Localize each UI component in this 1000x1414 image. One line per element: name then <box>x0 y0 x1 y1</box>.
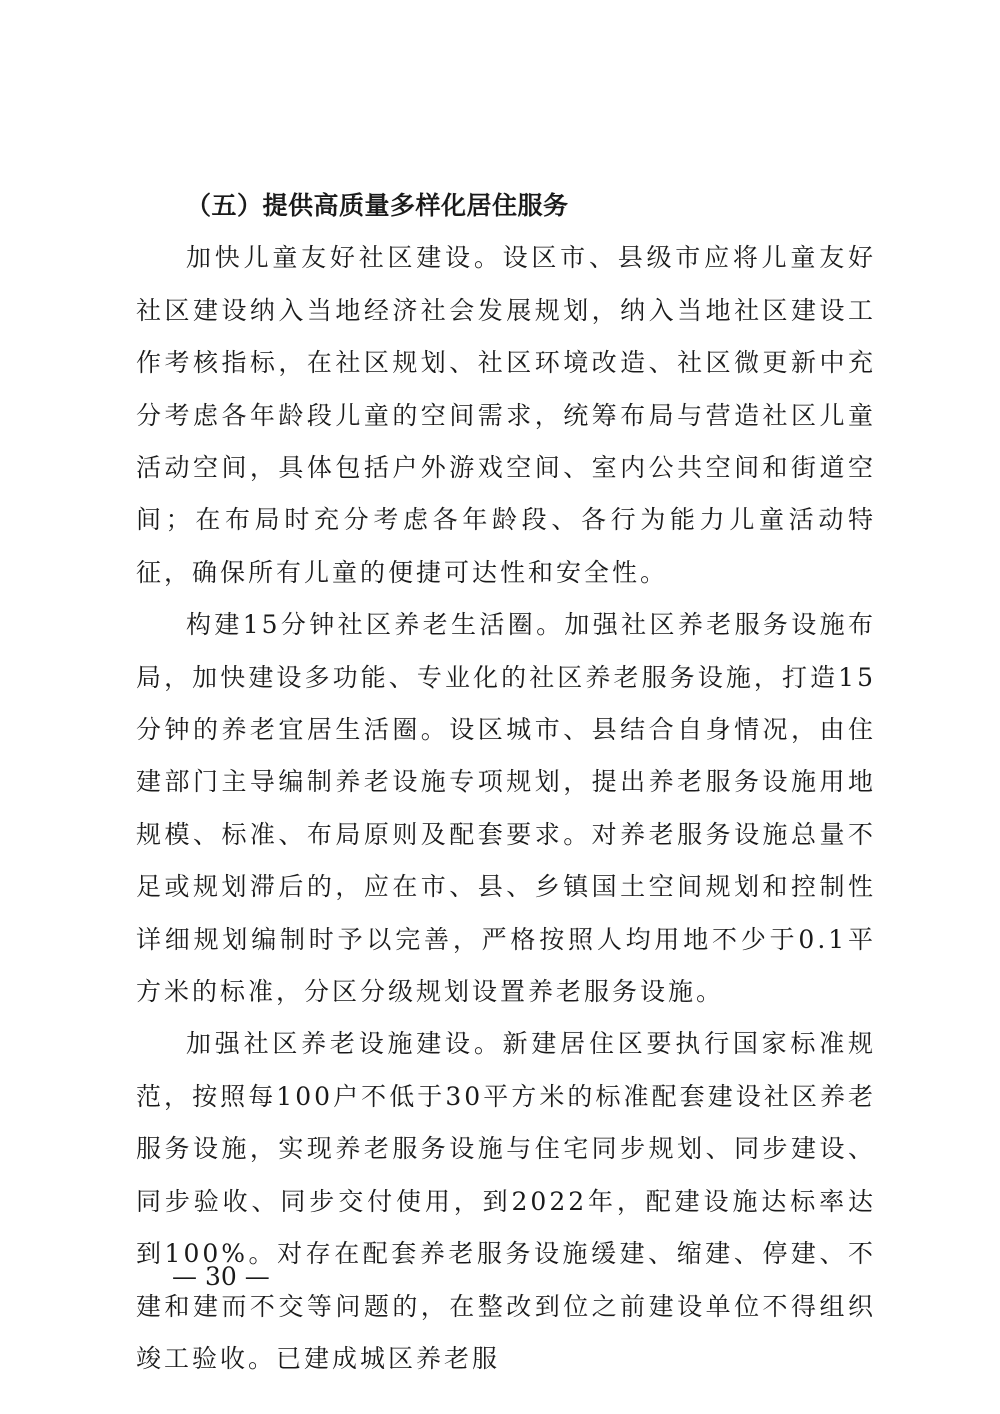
paragraph-elderly-facility-construction: 加强社区养老设施建设。新建居住区要执行国家标准规范，按照每100户不低于30平方米的标准配套建设社区养老服务设施，实现养老服务设施与住宅同步规划、同步建设、同步验收、同步交付使用，到2022年，配建设施达标率达到100%。对存在配套养老服务设施缓建、缩建、停建、不建和建而不交等问题的，在整改到位之前建设单位不得组织竣工验收。已建成城区养老服 <box>136 1029 876 1373</box>
body-text <box>136 180 876 1385</box>
paragraph-child-friendly-community: 加快儿童友好社区建设。设区市、县级市应将儿童友好社区建设纳入当地经济社会发展规划，纳入当地社区建设工作考核指标，在社区规划、社区环境改造、社区微更新中充分考虑各年龄段儿童的空间需求，统筹布局与营造社区儿童活动空间，具体包括户外游戏空间、室内公共空间和街道空间；在布局时充分考虑各年龄段、各行为能力儿童活动特征，确保所有儿童的便捷可达性和安全性。 <box>136 243 876 587</box>
paragraph-elderly-care-circle: 构建15分钟社区养老生活圈。加强社区养老服务设施布局，加快建设多功能、专业化的社区养老服务设施，打造15分钟的养老宜居生活圈。设区城市、县结合自身情况，由住建部门主导编制养老设施专项规划，提出养老服务设施用地规模、标准、布局原则及配套要求。对养老服务设施总量不足或规划滞后的，应在市、县、乡镇国土空间规划和控制性详细规划编制时予以完善，严格按照人均用地不少于0.1平方米的标准，分区分级规划设置养老服务设施。 <box>136 610 876 1007</box>
section-heading: （五）提供高质量多样化居住服务 <box>186 191 569 220</box>
page-number: — 30 — <box>172 1262 270 1291</box>
